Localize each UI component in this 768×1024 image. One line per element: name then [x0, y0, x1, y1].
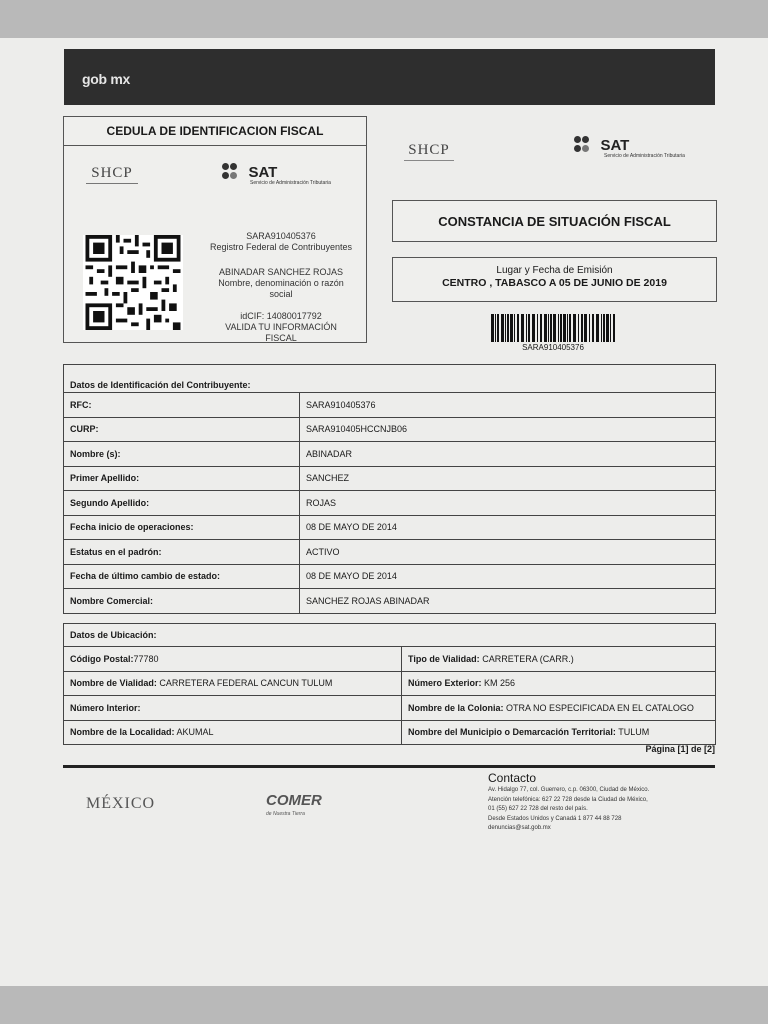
- barcode-bar: [558, 314, 559, 342]
- ubicacion-cell: [64, 720, 402, 745]
- contacto-details: [488, 786, 649, 834]
- sat-dots-icon: [222, 163, 244, 183]
- field-label: Nombre de la Colonia:: [408, 702, 504, 713]
- ubicacion-cell: [402, 696, 716, 721]
- barcode-bar: [495, 314, 496, 342]
- field-value: 08 DE MAYO DE 2014: [300, 564, 716, 589]
- cedula-rfc-block: SARA910405376 Registro Federal de Contribuyentes: [209, 231, 353, 252]
- barcode-bar: [560, 314, 562, 342]
- ubicacion-row: [64, 720, 716, 745]
- contribuyente-row: [64, 466, 716, 491]
- barcode-bar: [507, 314, 509, 342]
- barcode-bar: [603, 314, 605, 342]
- ubicacion-cell: [402, 720, 716, 745]
- barcode-bar: [581, 314, 583, 342]
- ubicacion-cell: [64, 696, 402, 721]
- qr-code-icon: [83, 235, 183, 330]
- barcode-bar: [553, 314, 556, 342]
- field-label: Fecha de último cambio de estado:: [64, 564, 300, 589]
- gob-mx-logo: gob mx: [82, 71, 130, 87]
- cedula-identificacion-box: [63, 116, 367, 343]
- ubicacion-row: [64, 647, 716, 672]
- shcp-logo: SHCP: [86, 165, 138, 184]
- field-label: Nombre de Vialidad:: [70, 678, 157, 689]
- cedula-title: CEDULA DE IDENTIFICACION FISCAL: [64, 117, 366, 146]
- field-label: Nombre Comercial:: [64, 589, 300, 614]
- contribuyente-row: [64, 589, 716, 614]
- field-value: ABINADAR: [300, 442, 716, 467]
- contribuyente-row: [64, 417, 716, 442]
- barcode-bar: [510, 314, 513, 342]
- field-value: SARA910405376: [300, 393, 716, 418]
- field-value: KM 256: [481, 678, 516, 689]
- sat-dots-icon: [574, 136, 596, 156]
- barcode-bar: [528, 314, 530, 342]
- footer-divider: [63, 765, 715, 768]
- sat-logo: SAT Servicio de Administración Tributaria: [222, 163, 331, 186]
- barcode-bar: [567, 314, 568, 342]
- contacto-line: denuncias@sat.gob.mx: [488, 825, 551, 831]
- ubicacion-row: [64, 671, 716, 696]
- barcode-bar: [592, 314, 594, 342]
- field-label: Nombre (s):: [64, 442, 300, 467]
- field-value: 77780: [133, 653, 159, 664]
- constancia-title: CONSTANCIA DE SITUACIÓN FISCAL: [438, 213, 671, 229]
- ubicacion-cell: [64, 647, 402, 672]
- barcode-bar: [544, 314, 547, 342]
- contribuyente-row: [64, 515, 716, 540]
- contacto-title: Contacto: [488, 771, 537, 785]
- barcode-label: SARA910405376: [522, 343, 584, 352]
- field-value: SARA910405HCCNJB06: [300, 417, 716, 442]
- ubicacion-cell: [402, 647, 716, 672]
- ubicacion-cell: [402, 671, 716, 696]
- lugar-fecha-box: [392, 257, 717, 302]
- field-label: Fecha inicio de operaciones:: [64, 515, 300, 540]
- contribuyente-table: [63, 364, 716, 614]
- barcode-bar: [563, 314, 566, 342]
- barcode-bar: [537, 314, 538, 342]
- field-value: ROJAS: [300, 491, 716, 516]
- field-label: CURP:: [64, 417, 300, 442]
- shcp-logo-right: SHCP: [404, 142, 454, 161]
- barcode-bar: [532, 314, 535, 342]
- ubicacion-table: [63, 623, 716, 745]
- field-label: Código Postal:: [70, 653, 134, 664]
- ubicacion-title: Datos de Ubicación:: [64, 624, 716, 647]
- barcode-bar: [497, 314, 499, 342]
- barcode-bar: [548, 314, 549, 342]
- page-number: Página [1] de [2]: [645, 744, 715, 754]
- field-value: SANCHEZ: [300, 466, 716, 491]
- barcode-bar: [501, 314, 504, 342]
- field-label: Número Interior:: [70, 702, 141, 713]
- field-label: Segundo Apellido:: [64, 491, 300, 516]
- mexico-logo: MÉXICO: [86, 795, 156, 812]
- barcode-bar: [584, 314, 587, 342]
- constancia-title-box: [392, 200, 717, 242]
- barcode-bar: [589, 314, 590, 342]
- field-value: AKUMAL: [174, 727, 214, 738]
- field-label: Primer Apellido:: [64, 466, 300, 491]
- gob-mx-header-bar: [64, 49, 715, 105]
- barcode-bar: [601, 314, 602, 342]
- field-label: Tipo de Vialidad:: [408, 653, 480, 664]
- field-value: OTRA NO ESPECIFICADA EN EL CATALOGO: [503, 702, 694, 713]
- barcode-bar: [578, 314, 579, 342]
- field-value: CARRETERA FEDERAL CANCUN TULUM: [156, 678, 333, 689]
- field-label: Número Exterior:: [408, 678, 482, 689]
- barcode-icon: [489, 314, 617, 342]
- contribuyente-title: Datos de Identificación del Contribuyente:: [64, 365, 716, 393]
- field-value: TULUM: [615, 727, 650, 738]
- barcode-bar: [526, 314, 527, 342]
- contribuyente-row: [64, 540, 716, 565]
- barcode-bar: [505, 314, 506, 342]
- contacto-line: 01 (55) 627 22 728 del resto del país.: [488, 806, 588, 812]
- contribuyente-row: [64, 491, 716, 516]
- lugar-value: CENTRO , TABASCO A 05 DE JUNIO DE 2019: [442, 277, 667, 289]
- barcode-bar: [606, 314, 609, 342]
- barcode-bar: [596, 314, 599, 342]
- contribuyente-row: [64, 442, 716, 467]
- field-label: RFC:: [64, 393, 300, 418]
- field-value: SANCHEZ ROJAS ABINADAR: [300, 589, 716, 614]
- field-value: ACTIVO: [300, 540, 716, 565]
- document-page: [0, 38, 768, 986]
- barcode-bar: [569, 314, 571, 342]
- barcode-bar: [550, 314, 552, 342]
- contacto-line: Av. Hidalgo 77, col. Guerrero, c.p. 06300, Ciudad de México.: [488, 787, 650, 793]
- contacto-line: Atención telefónica: 627 22 728 desde la Ciudad de México,: [488, 796, 648, 803]
- barcode-bar: [491, 314, 494, 342]
- field-value: 08 DE MAYO DE 2014: [300, 515, 716, 540]
- field-label: Nombre del Municipio o Demarcación Territorial:: [408, 727, 616, 738]
- barcode-bar: [610, 314, 611, 342]
- contacto-line: Desde Estados Unidos y Canadá 1 877 44 88 728: [488, 815, 622, 822]
- ubicacion-cell: [64, 671, 402, 696]
- ubicacion-row: [64, 696, 716, 721]
- field-label: Estatus en el padrón:: [64, 540, 300, 565]
- barcode-bar: [521, 314, 524, 342]
- cedula-idcif-block: idCIF: 14080017792 VALIDA TU INFORMACIÓN FISCAL: [225, 311, 337, 343]
- field-label: Nombre de la Localidad:: [70, 727, 175, 738]
- barcode-bar: [517, 314, 519, 342]
- barcode-bar: [613, 314, 615, 342]
- lugar-label: Lugar y Fecha de Emisión: [496, 265, 613, 276]
- sat-logo-right: SAT Servicio de Administración Tributaria: [574, 136, 685, 159]
- barcode-bar: [540, 314, 542, 342]
- comer-subtitle: de Nuestra Tierra: [266, 811, 305, 817]
- barcode-bar: [514, 314, 515, 342]
- cedula-name-block: ABINADAR SANCHEZ ROJAS Nombre, denominación o razón social: [218, 267, 344, 299]
- barcode-bar: [573, 314, 576, 342]
- field-value: CARRETERA (CARR.): [479, 653, 574, 664]
- comer-logo: COMER: [266, 792, 322, 809]
- contribuyente-row: [64, 564, 716, 589]
- contribuyente-row: [64, 393, 716, 418]
